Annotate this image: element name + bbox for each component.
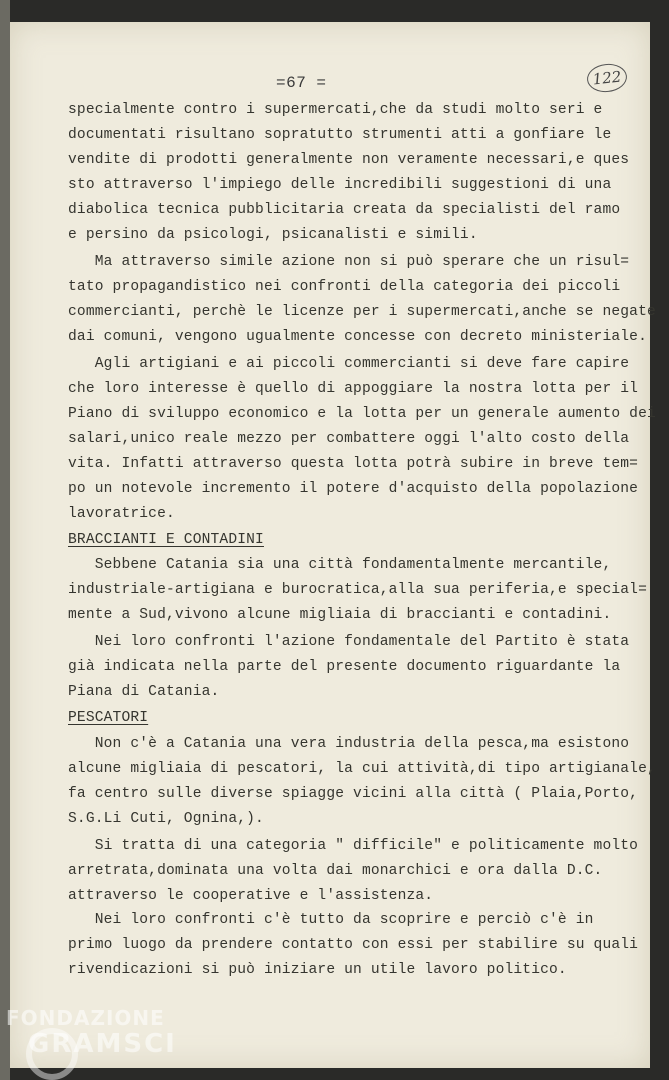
text-line: mente a Sud,vivono alcune migliaia di braccianti e contadini. (68, 607, 612, 623)
text-line: Ma attraverso simile azione non si può sperare che un risul= (68, 254, 630, 270)
text-line: rivendicazioni si può iniziare un utile lavoro politico. (68, 962, 567, 978)
scan-edge (0, 0, 10, 1080)
text-line: Non c'è a Catania una vera industria della pesca,ma esistono (68, 736, 630, 752)
text-line: primo luogo da prendere contatto con essi per stabilire su quali (68, 937, 639, 953)
text-line: attraverso le cooperative e l'assistenza. (68, 888, 434, 904)
text-line: lavoratrice. (68, 506, 175, 522)
text-line: arretrata,dominata una volta dai monarchici e ora dalla D.C. (68, 863, 603, 879)
watermark-line-2: GRAMSCI (28, 1029, 177, 1059)
text-line: sto attraverso l'impiego delle incredibili suggestioni di una (68, 177, 612, 193)
text-line: diabolica tecnica pubblicitaria creata da specialisti del ramo (68, 202, 621, 218)
text-line: commercianti, perchè le licenze per i supermercati,anche se negate (68, 304, 656, 320)
text-line: fa centro sulle diverse spiagge vicini alla città ( Plaia,Porto, (68, 786, 639, 802)
watermark-logo (6, 1006, 176, 1058)
text-line: Si tratta di una categoria " difficile" e politicamente molto (68, 838, 639, 854)
text-line: Nei loro confronti l'azione fondamentale del Partito è stata (68, 634, 630, 650)
text-line: documentati risultano sopratutto strumenti atti a gonfiare le (68, 127, 612, 143)
text-line: Piana di Catania. (68, 684, 220, 700)
text-line: che loro interesse è quello di appoggiare la nostra lotta per il (68, 381, 639, 397)
text-line: e persino da psicologi, psicanalisti e simili. (68, 227, 478, 243)
page-number: =67 = (276, 74, 327, 92)
section-heading: BRACCIANTI E CONTADINI (68, 532, 264, 548)
text-line: specialmente contro i supermercati,che da studi molto seri e (68, 102, 603, 118)
gramsci-logo-icon (26, 1028, 78, 1080)
text-line: po un notevole incremento il potere d'acquisto della popolazione (68, 481, 639, 497)
text-line: vita. Infatti attraverso questa lotta potrà subire in breve tem= (68, 456, 639, 472)
text-line: alcune migliaia di pescatori, la cui attività,di tipo artigianale, (68, 761, 656, 777)
text-line: già indicata nella parte del presente documento riguardante la (68, 659, 621, 675)
section-heading: PESCATORI (68, 710, 149, 726)
text-line: industriale-artigiana e burocratica,alla sua periferia,e special= (68, 582, 647, 598)
text-line: Nei loro confronti c'è tutto da scoprire e perciò c'è in (68, 912, 594, 928)
text-line: Agli artigiani e ai piccoli commercianti si deve fare capire (68, 356, 630, 372)
text-line: vendite di prodotti generalmente non veramente necessari,e ques (68, 152, 630, 168)
text-line: S.G.Li Cuti, Ognina,). (68, 811, 264, 827)
text-line: Sebbene Catania sia una città fondamentalmente mercantile, (68, 557, 612, 573)
text-line: dai comuni, vengono ugualmente concesse con decreto ministeriale. (68, 329, 647, 345)
text-line: Piano di sviluppo economico e la lotta per un generale aumento dei (68, 406, 656, 422)
archive-number: 122 (586, 62, 629, 94)
text-line: salari,unico reale mezzo per combattere oggi l'alto costo della (68, 431, 630, 447)
watermark-line-1: FONDAZIONE (6, 1006, 165, 1030)
text-line: tato propagandistico nei confronti della categoria dei piccoli (68, 279, 621, 295)
